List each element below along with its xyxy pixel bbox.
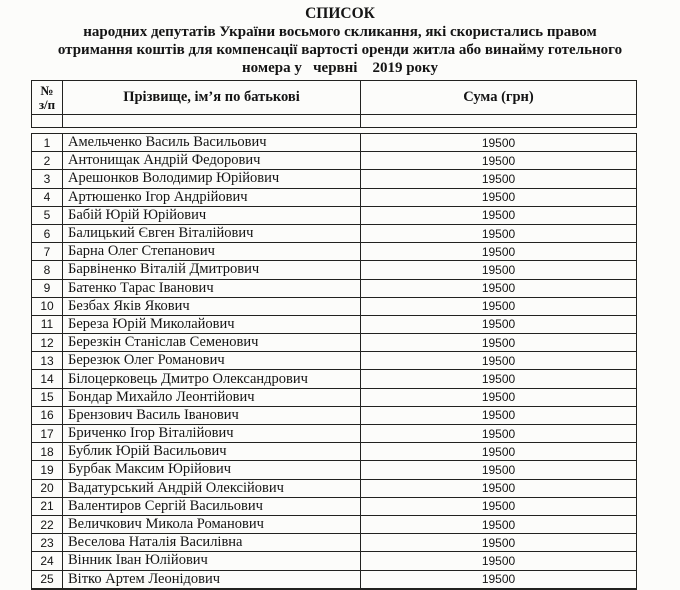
row-number: 20 — [32, 479, 63, 497]
subtitle-line-3: номера у червні 2019 року — [242, 60, 438, 76]
deputy-name: Артюшенко Ігор Андрійович — [63, 188, 361, 206]
sum-value: 19500 — [361, 170, 637, 188]
table-header-block — [31, 80, 637, 128]
deputies-table-body — [32, 134, 637, 589]
sum-value: 19500 — [361, 315, 637, 333]
sum-value: 19500 — [361, 279, 637, 297]
page-title: СПИСОК — [305, 5, 375, 22]
sum-value: 19500 — [361, 297, 637, 315]
row-number: 22 — [32, 515, 63, 533]
table-row — [32, 315, 637, 333]
table-row — [32, 334, 637, 352]
deputy-name: Безбах Яків Якович — [63, 297, 361, 315]
table-row — [32, 188, 637, 206]
deputy-name: Вінник Іван Юлійович — [63, 552, 361, 570]
empty-cell — [63, 115, 361, 128]
deputy-name: Валентиров Сергій Васильович — [63, 497, 361, 515]
table-row — [32, 534, 637, 552]
row-number: 3 — [32, 170, 63, 188]
deputy-name: Амельченко Василь Васильович — [63, 134, 361, 152]
table-row — [32, 170, 637, 188]
table-row — [32, 388, 637, 406]
deputy-name: Арешонков Володимир Юрійович — [63, 170, 361, 188]
row-number: 19 — [32, 461, 63, 479]
row-number: 9 — [32, 279, 63, 297]
table-row — [32, 152, 637, 170]
subtitle-line-1: народних депутатів України восьмого скликання, які скористались правом — [83, 24, 597, 40]
table-row — [32, 552, 637, 570]
sum-value: 19500 — [361, 425, 637, 443]
row-number: 12 — [32, 334, 63, 352]
row-number: 21 — [32, 497, 63, 515]
table-row — [32, 224, 637, 242]
sum-value: 19500 — [361, 224, 637, 242]
row-number: 6 — [32, 224, 63, 242]
subtitle-line-2: отримання коштів для компенсації вартості оренди житла або винайму готельного — [57, 42, 623, 58]
deputy-name: Бриченко Ігор Віталійович — [63, 425, 361, 443]
sum-value: 19500 — [361, 479, 637, 497]
deputy-name: Антонищак Андрій Федорович — [63, 152, 361, 170]
column-header-name: Прізвище, ім’я по батькові — [63, 81, 361, 115]
table-row — [32, 279, 637, 297]
column-header-sum: Сума (грн) — [361, 81, 637, 115]
deputy-name: Березкін Станіслав Семенович — [63, 334, 361, 352]
sum-value: 19500 — [361, 206, 637, 224]
deputy-name: Білоцерковець Дмитро Олександрович — [63, 370, 361, 388]
table-row — [32, 461, 637, 479]
deputy-name: Вітко Артем Леонідович — [63, 570, 361, 589]
deputy-name: Береза Юрій Миколайович — [63, 315, 361, 333]
header-row — [32, 81, 637, 115]
row-number: 15 — [32, 388, 63, 406]
row-number: 10 — [32, 297, 63, 315]
deputy-name: Бублик Юрій Васильович — [63, 443, 361, 461]
sum-value: 19500 — [361, 352, 637, 370]
sum-value: 19500 — [361, 534, 637, 552]
sum-value: 19500 — [361, 406, 637, 424]
table-row — [32, 352, 637, 370]
deputy-name: Вадатурський Андрій Олексійович — [63, 479, 361, 497]
table-row — [32, 497, 637, 515]
sum-value: 19500 — [361, 443, 637, 461]
row-number: 17 — [32, 425, 63, 443]
deputy-name: Березюк Олег Романович — [63, 352, 361, 370]
table-row — [32, 479, 637, 497]
sum-value: 19500 — [361, 261, 637, 279]
deputy-name: Батенко Тарас Іванович — [63, 279, 361, 297]
row-number: 5 — [32, 206, 63, 224]
table-row — [32, 570, 637, 589]
deputy-name: Барна Олег Степанович — [63, 243, 361, 261]
row-number: 16 — [32, 406, 63, 424]
deputy-name: Балицький Євген Віталійович — [63, 224, 361, 242]
deputy-name: Брензович Василь Іванович — [63, 406, 361, 424]
deputy-name: Барвіненко Віталій Дмитрович — [63, 261, 361, 279]
table-row — [32, 206, 637, 224]
row-number: 14 — [32, 370, 63, 388]
row-number: 23 — [32, 534, 63, 552]
table-row — [32, 406, 637, 424]
row-number: 25 — [32, 570, 63, 589]
deputy-name: Бабій Юрій Юрійович — [63, 206, 361, 224]
empty-cell — [361, 115, 637, 128]
row-number: 11 — [32, 315, 63, 333]
table-row — [32, 134, 637, 152]
sum-value: 19500 — [361, 152, 637, 170]
row-number: 2 — [32, 152, 63, 170]
table-row — [32, 515, 637, 533]
sum-value: 19500 — [361, 134, 637, 152]
sum-value: 19500 — [361, 497, 637, 515]
sum-value: 19500 — [361, 552, 637, 570]
sum-value: 19500 — [361, 570, 637, 589]
table-row — [32, 243, 637, 261]
row-number: 18 — [32, 443, 63, 461]
sum-value: 19500 — [361, 461, 637, 479]
table-row — [32, 297, 637, 315]
sum-value: 19500 — [361, 515, 637, 533]
column-header-number — [32, 81, 63, 115]
empty-cell — [32, 115, 63, 128]
table-row — [32, 443, 637, 461]
deputy-name: Бондар Михайло Леонтійович — [63, 388, 361, 406]
sum-value: 19500 — [361, 370, 637, 388]
deputy-name: Величкович Микола Романович — [63, 515, 361, 533]
row-number: 1 — [32, 134, 63, 152]
column-header-number-line2: з/п — [38, 96, 56, 112]
row-number: 24 — [32, 552, 63, 570]
row-number: 7 — [32, 243, 63, 261]
row-number: 4 — [32, 188, 63, 206]
deputies-table — [31, 80, 636, 590]
table-row — [32, 370, 637, 388]
empty-spacer-row — [32, 115, 637, 128]
deputy-name: Веселова Наталія Василівна — [63, 534, 361, 552]
table-data-block — [31, 133, 637, 590]
table-row — [32, 425, 637, 443]
deputy-name: Бурбак Максим Юрійович — [63, 461, 361, 479]
row-number: 13 — [32, 352, 63, 370]
column-header-number-line1: № — [40, 83, 54, 98]
sum-value: 19500 — [361, 243, 637, 261]
sum-value: 19500 — [361, 334, 637, 352]
row-number: 8 — [32, 261, 63, 279]
table-row — [32, 261, 637, 279]
sum-value: 19500 — [361, 388, 637, 406]
sum-value: 19500 — [361, 188, 637, 206]
